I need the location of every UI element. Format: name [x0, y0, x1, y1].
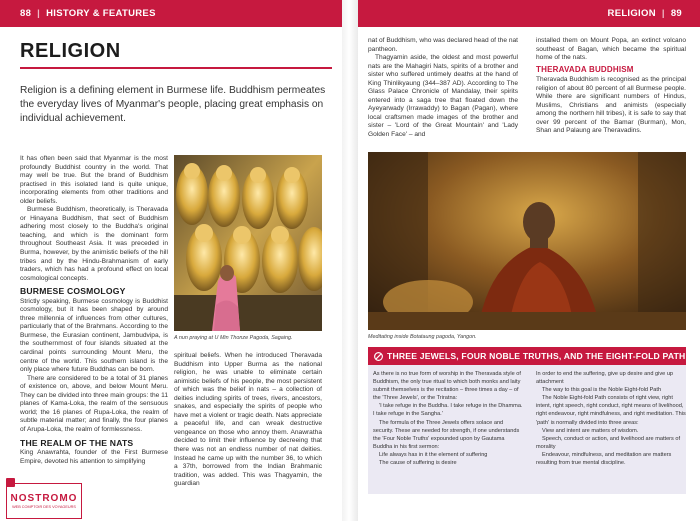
- subheading-nats: THE REALM OF THE NATS: [20, 437, 134, 448]
- book-gutter: [342, 0, 358, 521]
- monk-photo-caption: Meditating inside Botataung pagoda, Yangon.: [368, 334, 477, 340]
- paragraph: In order to end the suffering, give up desire and give up attachment: [536, 371, 674, 386]
- paragraph: The way to this goal is the Noble Eight-fold Path: [542, 387, 662, 394]
- paragraph: installed them on Mount Popa, an extinct volcano southeast of Bagan, which became the spiritual home of the nats.: [536, 37, 686, 62]
- paragraph: The Noble Eight-fold Path consists of right view, right intent, right speech, right conduct, right means of livelihood, right endeavour, right mindfulness, and right meditation. This 'path' is normally divided into three areas:: [536, 395, 686, 426]
- nun-photo-caption: A nun praying at U Min Thonze Pagoda, Sagaing.: [174, 335, 293, 341]
- right-page-number: 89: [670, 8, 682, 19]
- stamp-name: NOSTROMO: [10, 493, 78, 504]
- feature-box-right-column: [536, 370, 686, 467]
- no-entry-icon: [374, 352, 383, 361]
- paragraph: Thagyamin aside, the oldest and most powerful nats are the Mahagiri Nats, spirits of a brother and sister who suffered untimely deaths at the hand of King Thinlikyaung (344–387 AD). According to The Glass Palace Chronicle of Mandalay, their spirits entered into a saga tree that floated down the Ayeyarwady (Irrawaddy) to Bagan (Pagan), where local craftsmen made images of the brother and sister – 'Lord of the Great Mountain' and 'Lady Golden Face' – and: [368, 54, 518, 139]
- article-intro: Religion is a defining element in Burmese life. Buddhism permeates the everyday lives of Myanmar's people, placing great emphasis on individual achievement.: [20, 85, 326, 124]
- subheading-cosmology: BURMESE COSMOLOGY: [20, 286, 126, 297]
- feature-box-header: [368, 347, 686, 365]
- paragraph: Speech, conduct or action, and livelihood are matters of morality: [536, 435, 681, 450]
- title-rule: [20, 67, 332, 69]
- paragraph: It has often been said that Myanmar is the most profoundly Buddhist country in the world. That may well be true. But the brand of Buddhism practised in this isolated land is quite unique, incorporating elements from other traditions and older beliefs.: [20, 155, 168, 205]
- nun-photo-illustration: [174, 155, 322, 331]
- paragraph: Burmese Buddhism, theoretically, is Theravada or Hinayana Buddhism, that sect of Buddhism adhering most closely to the Buddha's original teaching, and which is the dominant form throughout Southeast Asia. It was preceded in Burma, however, by the animistic beliefs of the hill tribes and by the Hindu-Brahmanism of early traders, which has had a profound effect on local cosmological concepts.: [20, 206, 168, 282]
- right-page-header: [358, 0, 700, 27]
- paragraph: Strictly speaking, Burmese cosmology is Buddhist cosmology, but it has been shaped by around three millennia of influences from other cultures, particularly that of the Brahmans. According to the Burmese, the Eurasian continent, Jambudvipa, is the southernmost of four islands situated at the cardinal points surrounding Mount Meru, the centre of the world. This southern island is the only place where future Buddhas can be born.: [20, 297, 168, 374]
- left-section-title: HISTORY & FEATURES: [46, 8, 156, 19]
- article-title: RELIGION: [20, 40, 121, 62]
- nostromo-watermark-stamp: [6, 483, 82, 519]
- feature-box-title: THREE JEWELS, FOUR NOBLE TRUTHS, AND THE EIGHT-FOLD PATH: [387, 351, 686, 361]
- paragraph: The formula of the Three Jewels offers solace and security. These are needed for strength, if one understands the 'Four Noble Truths' expounded upon by Gautama Buddha in his first sermon:: [373, 419, 520, 450]
- paragraph: As there is no true form of worship in the Theravada style of Buddhism, the only true ritual to which both monks and laity submit themselves is the recitation – three times a day – of the 'Three Jewels', or the Triratna:: [373, 371, 521, 402]
- paragraph: nat of Buddhism, who was declared head of the nat pantheon.: [368, 37, 518, 53]
- paragraph: Endeavour, mindfulness, and meditation are matters resulting from true mental discipline.: [536, 451, 672, 467]
- header-separator: |: [661, 8, 665, 19]
- paragraph: There are considered to be a total of 31 planes of existence on, above, and below Mount Meru. They can be divided into three main groups: the 11 planes of Kama-Loka, the realm of the sensuous world; the 16 planes of Rupa-Loka, the realm of subtle material matter; and finally, the four planes of Arupa-Loka, the realm of formlessness.: [20, 374, 168, 433]
- text-column-4: [536, 37, 686, 136]
- text-column-3: [368, 37, 518, 140]
- monk-photo-illustration: [368, 152, 686, 330]
- left-page-number: 88: [20, 8, 32, 19]
- text-column-1: [20, 155, 168, 466]
- text-column-2: [174, 352, 322, 489]
- paragraph: The cause of suffering is desire: [379, 460, 457, 467]
- paragraph: King Anawrahta, founder of the First Burmese Empire, devoted his attention to simplifying: [20, 449, 168, 465]
- nun-praying-photo: [174, 155, 322, 331]
- paragraph: Life always has in it the element of suffering: [379, 451, 488, 458]
- left-page-header: [0, 0, 342, 27]
- header-separator: |: [37, 8, 41, 19]
- paragraph: View and intent are matters of wisdom.: [542, 427, 639, 434]
- right-section-title: RELIGION: [607, 8, 656, 19]
- page-corner-marker: [6, 478, 15, 487]
- subheading-theravada: THERAVADA BUDDHISM: [536, 64, 634, 74]
- meditating-monk-photo: [368, 152, 686, 330]
- stamp-subtitle: WEB COMPTOIR DES VOYAGEURS: [12, 505, 76, 509]
- paragraph: spiritual beliefs. When he introduced Theravada Buddhism into Upper Burma as the national religion, he was unable to eliminate certain animistic beliefs of his people, the most persistent of which was the belief in nats – a collection of deities including spirits of trees, rivers, ancestors, snakes, and especially the spirits of people who have met a violent or tragic death. Nats appreciate a peaceful life, and can wreak destructive vengeance on those who annoy them. Anawratha decided to limit their influence by decreeing that there was not an endless number of nat deities. Instead he came up with the number 36, to which a 37th, borrowed from the Indian Brahmanic tradition, was added. This was Thagyamin, the guardian: [174, 352, 322, 488]
- paragraph: Theravada Buddhism is recognised as the principal religion of about 80 percent of all Burmese people. While there are significant numbers of Hindus, Muslims, Christians and animists (especially among the northern hill tribes), it is safe to say that over 99 percent of the Bamar (Burman), Mon, Shan and Palaung are Theravadins.: [536, 76, 686, 135]
- feature-box-left-column: [373, 370, 523, 467]
- paragraph: 'I take refuge in the Buddha. I take refuge in the Dhamma. I take refuge in the Sangha.': [373, 403, 523, 418]
